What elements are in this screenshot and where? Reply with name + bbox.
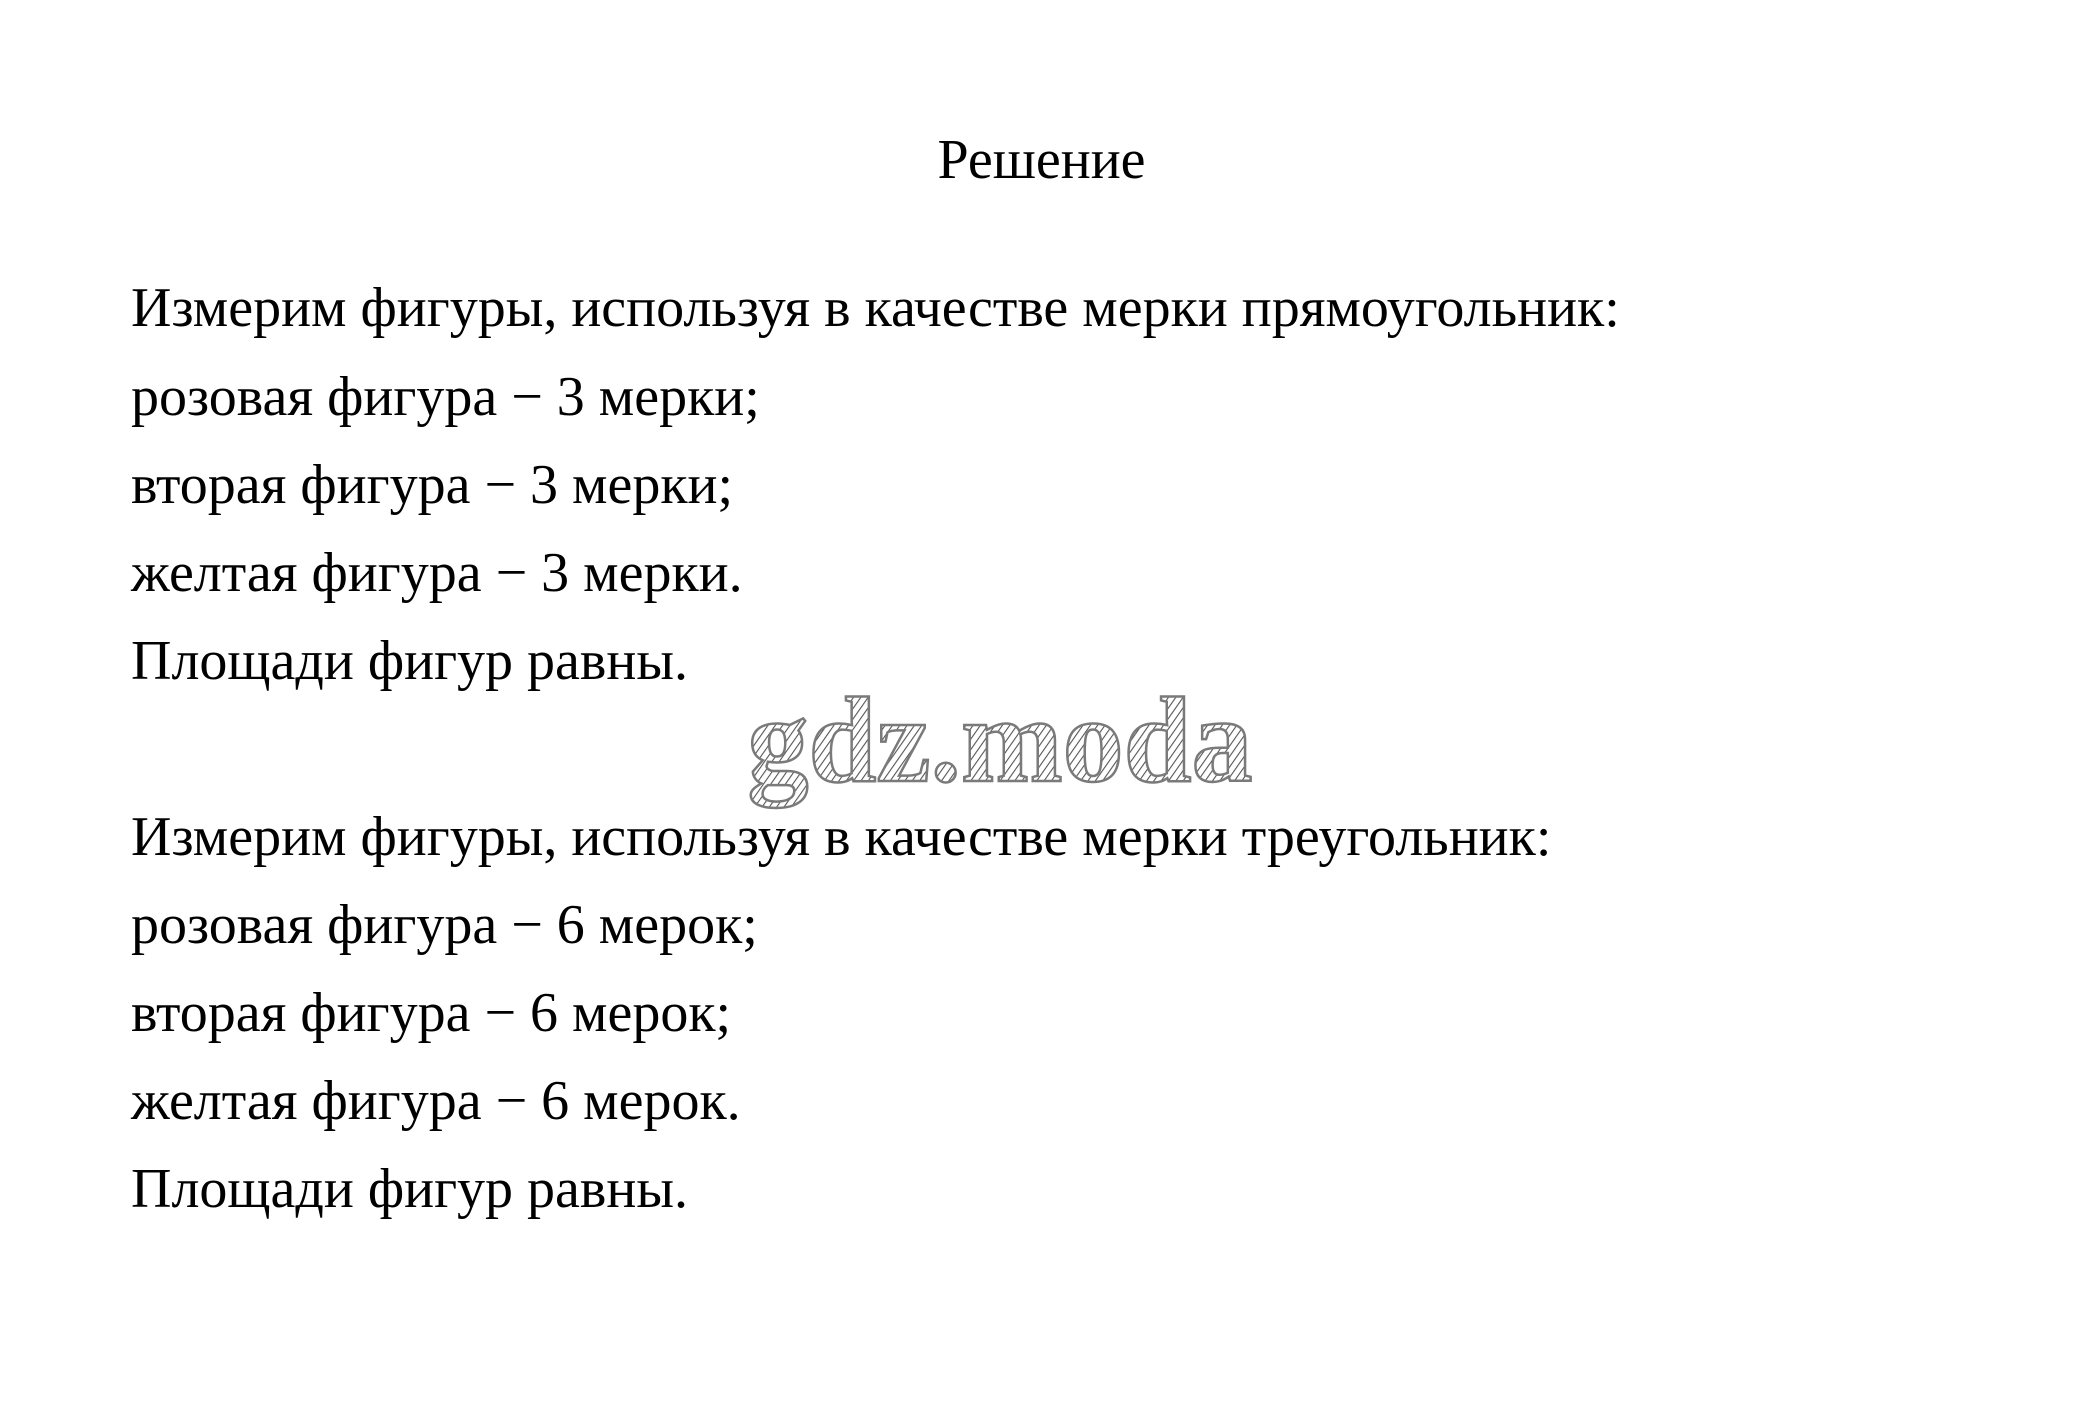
watermark-text: gdz.moda bbox=[747, 675, 1253, 808]
page-title: Решение bbox=[937, 129, 1146, 191]
section1-line-yellow: желтая фигура − 3 мерки. bbox=[131, 542, 743, 604]
section2-line-second: вторая фигура − 6 мерок; bbox=[131, 982, 732, 1044]
section1-intro: Измерим фигуры, используя в качестве мерки прямоугольник: bbox=[131, 277, 1620, 339]
section1-conclusion: Площади фигур равны. bbox=[131, 630, 688, 692]
section1-line-pink: розовая фигура − 3 мерки; bbox=[131, 366, 760, 428]
section2-line-yellow: желтая фигура − 6 мерок. bbox=[131, 1070, 741, 1132]
section2-conclusion: Площади фигур равны. bbox=[131, 1158, 688, 1220]
section1-line-second: вторая фигура − 3 мерки; bbox=[131, 454, 734, 516]
section2-intro: Измерим фигуры, используя в качестве мерки треугольник: bbox=[131, 806, 1552, 868]
section2-line-pink: розовая фигура − 6 мерок; bbox=[131, 894, 758, 956]
